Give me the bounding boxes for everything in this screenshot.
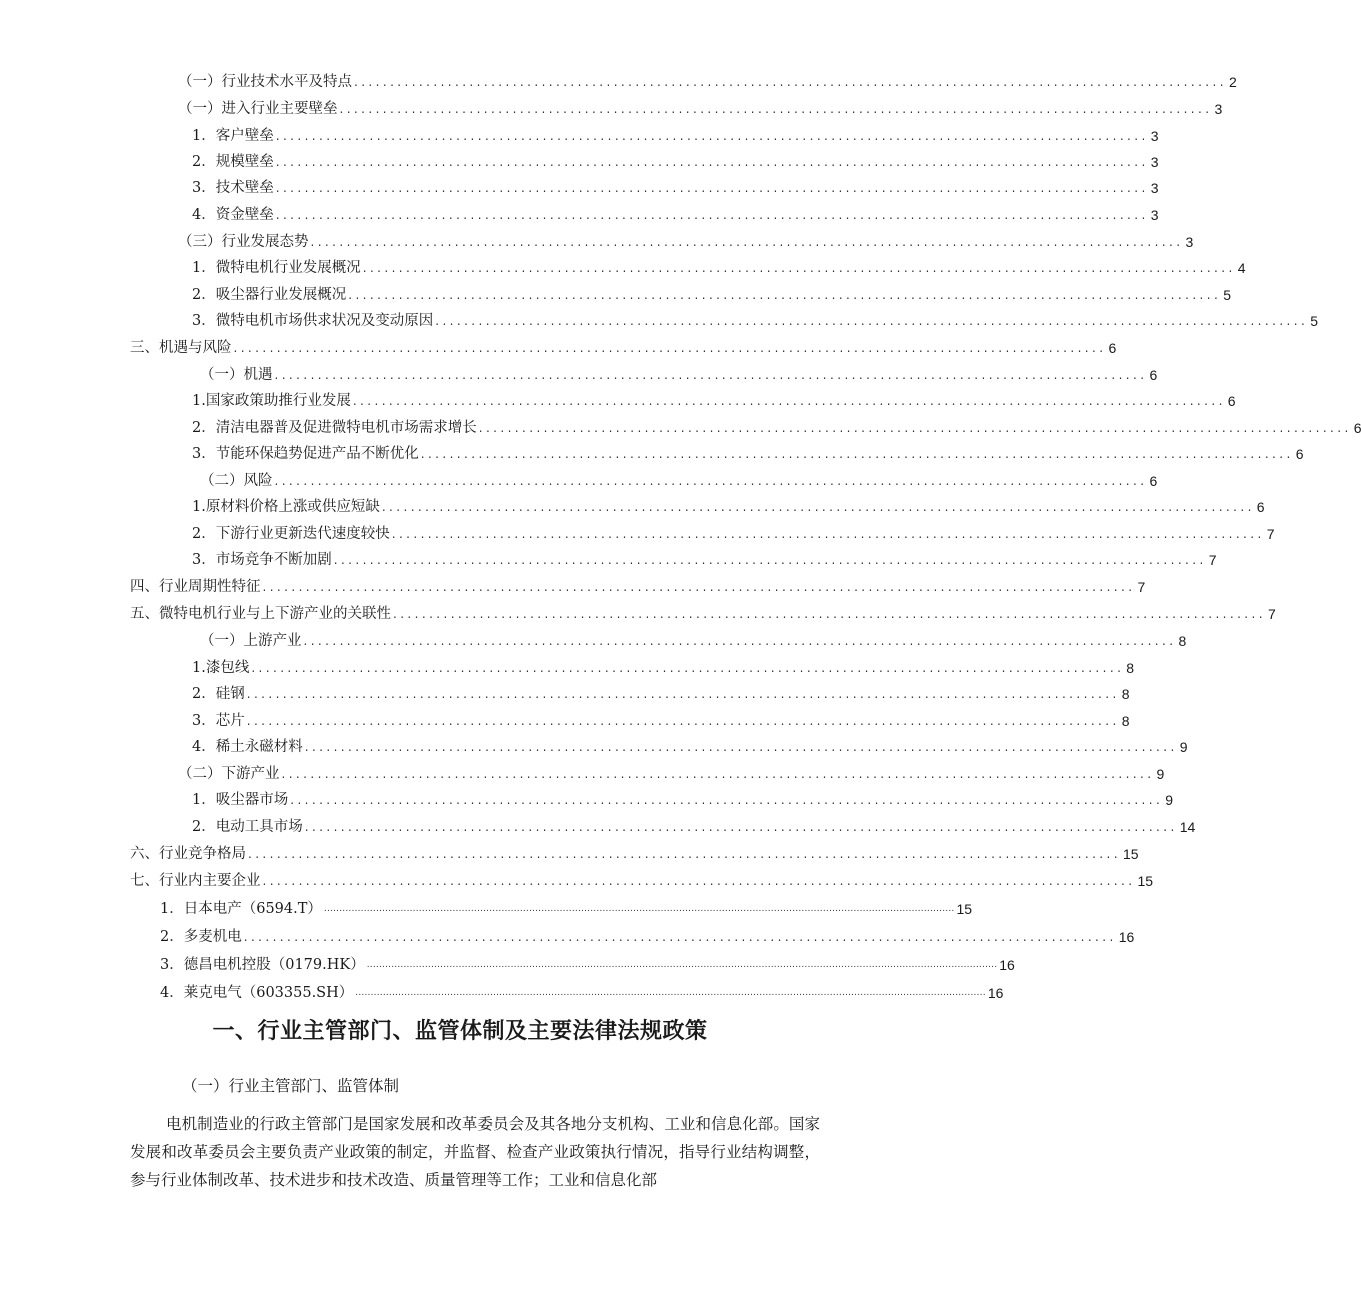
toc-leader-dots: ......................................................................................................................... — [435, 314, 1309, 328]
toc-entry-label: 4．莱克电气（603355.SH） — [160, 985, 354, 1001]
toc-entry-label: 2．硅钢 — [192, 686, 245, 702]
toc-page-number: 16 — [999, 957, 1015, 973]
toc-entry-label: 1．客户壁垒 — [192, 128, 274, 144]
toc-page-number: 7 — [1267, 606, 1276, 622]
toc-entry[interactable] — [192, 152, 1159, 172]
toc-entry-label: 六、行业竞争格局 — [130, 846, 246, 862]
toc-page-number: 6 — [1149, 473, 1158, 489]
toc-entry[interactable] — [192, 391, 1236, 411]
toc-entry[interactable] — [178, 232, 1194, 252]
toc-entry[interactable] — [192, 524, 1275, 544]
toc-entry[interactable] — [160, 983, 1004, 1003]
toc-page-number: 9 — [1179, 739, 1188, 755]
toc-leader-dots: ......................................................................................................................... — [354, 75, 1227, 89]
toc-leader-dots: ......................................................................................................................... — [233, 341, 1107, 355]
toc-leader-dots: ......................................................................................................................... — [348, 288, 1222, 302]
toc-entry-label: （二）风险 — [200, 473, 273, 489]
toc-leader-dots: ......................................................................................................................... — [339, 102, 1213, 116]
toc-leader-dots: ......................................................................................................................... — [391, 527, 1265, 541]
toc-page-number: 6 — [1353, 420, 1361, 436]
toc-page-number: 8 — [1121, 713, 1130, 729]
toc-page-number: 3 — [1150, 180, 1159, 196]
toc-page-number: 5 — [1310, 313, 1318, 329]
toc-entry[interactable] — [192, 205, 1159, 225]
toc-page-number: 8 — [1178, 633, 1187, 649]
toc-leader-dots: ......................................................................................................................... — [290, 793, 1164, 807]
toc-leader-dots: ......................................................................................................................... — [262, 874, 1136, 888]
toc-entry[interactable] — [192, 658, 1135, 678]
toc-page-number: 6 — [1295, 446, 1304, 462]
toc-leader-dots: ......................................................................................................................... — [248, 847, 1121, 861]
toc-entry-label: 4．资金壁垒 — [192, 207, 274, 223]
body-paragraph: 电机制造业的行政主管部门是国家发展和改革委员会及其各地分支机构、工业和信息化部。国家发展和改革委员会主要负责产业政策的制定，并监督、检查产业政策执行情况，指导行业结构调整，参与行业体制改革、技术进步和技术改造、质量管理等工作；工业和信息化部 — [130, 1115, 820, 1189]
toc-entry-label: 3．芯片 — [192, 713, 245, 729]
toc-entry-label: 4．稀土永磁材料 — [192, 739, 303, 755]
toc-entry-label: 3．德昌电机控股（0179.HK） — [160, 957, 365, 973]
toc-page-number: 16 — [987, 985, 1004, 1001]
toc-leader-dots: ......................................................................................................................... — [420, 447, 1294, 461]
toc-leader-dots: ......................................................................................................................... — [478, 421, 1352, 435]
toc-leader-dots: ......................................................................................................................... — [251, 661, 1125, 675]
toc-entry[interactable] — [130, 604, 1276, 624]
toc-entry-label: 七、行业内主要企业 — [130, 873, 261, 889]
toc-entry-label: （三）行业发展态势 — [178, 234, 309, 250]
toc-leader-dots: .............................................................................................................................................................................................................. — [355, 988, 986, 998]
toc-entry-label: 2．清洁电器普及促进微特电机市场需求增长 — [192, 420, 477, 436]
toc-entry[interactable] — [192, 258, 1246, 278]
toc-entry[interactable] — [192, 711, 1130, 731]
toc-page-number: 3 — [1150, 207, 1159, 223]
toc-entry[interactable] — [130, 871, 1154, 891]
toc-leader-dots: ......................................................................................................................... — [362, 261, 1236, 275]
toc-leader-dots: ......................................................................................................................... — [246, 714, 1120, 728]
toc-leader-dots: ......................................................................................................................... — [274, 474, 1148, 488]
toc-leader-dots: ......................................................................................................................... — [393, 607, 1266, 621]
toc-page-number: 7 — [1208, 552, 1217, 568]
toc-page-number: 14 — [1179, 819, 1196, 835]
toc-page-number: 6 — [1108, 340, 1117, 356]
subsection-heading: （一）行业主管部门、监管体制 — [182, 1077, 400, 1095]
toc-entry[interactable] — [178, 72, 1237, 92]
toc-entry[interactable] — [130, 338, 1117, 358]
toc-leader-dots: ......................................................................................................................... — [304, 740, 1178, 754]
toc-leader-dots: ......................................................................................................................... — [303, 634, 1177, 648]
toc-page-number: 2 — [1228, 74, 1237, 90]
toc-page-number: 3 — [1214, 101, 1223, 117]
toc-page-number: 9 — [1165, 792, 1173, 808]
toc-page-number: 15 — [956, 901, 973, 917]
toc-page-number: 7 — [1266, 526, 1275, 542]
toc-entry[interactable] — [200, 365, 1158, 385]
toc-page-number: 5 — [1223, 287, 1231, 303]
toc-page-number: 9 — [1156, 766, 1165, 782]
toc-page-number: 7 — [1137, 579, 1146, 595]
toc-leader-dots: .............................................................................................................................................................................................................. — [323, 904, 955, 914]
toc-entry[interactable] — [192, 418, 1361, 438]
toc-entry-label: 1.漆包线 — [192, 660, 250, 676]
toc-page-number: 6 — [1227, 393, 1236, 409]
toc-entry[interactable] — [200, 471, 1158, 491]
toc-page-number: 15 — [1137, 873, 1154, 889]
toc-entry-label: 三、机遇与风险 — [130, 340, 232, 356]
toc-entry[interactable] — [130, 844, 1139, 864]
toc-leader-dots: ......................................................................................................................... — [310, 235, 1184, 249]
toc-entry-label: 3．市场竞争不断加剧 — [192, 552, 332, 568]
toc-leader-dots: ......................................................................................................................... — [352, 394, 1226, 408]
toc-entry-label: （二）下游产业 — [178, 766, 280, 782]
toc-leader-dots: ......................................................................................................................... — [333, 553, 1207, 567]
toc-page-number: 8 — [1121, 686, 1130, 702]
toc-entry-label: 3．技术壁垒 — [192, 180, 274, 196]
toc-entry-label: （一）进入行业主要壁垒 — [178, 101, 338, 117]
toc-page-number: 3 — [1185, 234, 1194, 250]
toc-page-number: 6 — [1149, 367, 1158, 383]
toc-leader-dots: ......................................................................................................................... — [304, 820, 1178, 834]
toc-entry[interactable] — [178, 99, 1223, 119]
toc-entry[interactable] — [200, 631, 1187, 651]
toc-entry[interactable] — [192, 684, 1130, 704]
toc-entry[interactable] — [192, 817, 1196, 837]
toc-entry-label: （一）上游产业 — [200, 633, 302, 649]
toc-entry-label: 1.原材料价格上涨或供应短缺 — [192, 499, 380, 515]
toc-leader-dots: ......................................................................................................................... — [262, 580, 1136, 594]
toc-page-number: 8 — [1126, 660, 1135, 676]
toc-entry[interactable] — [160, 927, 1135, 947]
toc-entry[interactable] — [192, 285, 1231, 305]
toc-leader-dots: ......................................................................................................................... — [243, 930, 1117, 944]
toc-leader-dots: ......................................................................................................................... — [275, 129, 1149, 143]
toc-leader-dots: ......................................................................................................................... — [275, 155, 1149, 169]
toc-leader-dots: .............................................................................................................................................................................................................. — [366, 960, 998, 970]
toc-entry[interactable] — [192, 497, 1265, 517]
toc-entry-label: 2．规模壁垒 — [192, 154, 274, 170]
toc-leader-dots: ......................................................................................................................... — [275, 208, 1149, 222]
section-heading: 一、行业主管部门、监管体制及主要法律法规政策 — [212, 1019, 708, 1044]
toc-entry-label: 2．多麦机电 — [160, 929, 242, 945]
toc-entry-label: 1．微特电机行业发展概况 — [192, 260, 361, 276]
toc-entry-label: 3．节能环保趋势促进产品不断优化 — [192, 446, 419, 462]
toc-page-number: 16 — [1118, 929, 1135, 945]
toc-entry[interactable] — [192, 737, 1188, 757]
toc-page-number: 4 — [1237, 260, 1246, 276]
toc-leader-dots: ......................................................................................................................... — [281, 767, 1155, 781]
toc-entry[interactable] — [160, 899, 973, 919]
toc-entry[interactable] — [192, 550, 1217, 570]
toc-page-number: 3 — [1150, 128, 1159, 144]
toc-entry[interactable] — [192, 178, 1159, 198]
toc-page-number: 6 — [1256, 499, 1265, 515]
toc-leader-dots: ......................................................................................................................... — [381, 500, 1255, 514]
toc-leader-dots: ......................................................................................................................... — [274, 368, 1148, 382]
toc-entry-label: 2．吸尘器行业发展概况 — [192, 287, 347, 303]
toc-leader-dots: ......................................................................................................................... — [246, 687, 1120, 701]
toc-entry-label: 1.国家政策助推行业发展 — [192, 393, 351, 409]
toc-entry-label: 五、微特电机行业与上下游产业的关联性 — [130, 606, 391, 622]
toc-entry-label: 四、行业周期性特征 — [130, 579, 261, 595]
toc-entry[interactable] — [192, 311, 1318, 331]
toc-entry[interactable] — [130, 577, 1146, 597]
toc-entry[interactable] — [160, 955, 1015, 975]
toc-entry-label: 1．吸尘器市场 — [192, 792, 289, 808]
toc-entry-label: 3．微特电机市场供求状况及变动原因 — [192, 313, 434, 329]
toc-entry[interactable] — [192, 126, 1159, 146]
toc-entry-label: 2．下游行业更新迭代速度较快 — [192, 526, 390, 542]
toc-entry[interactable] — [192, 444, 1304, 464]
toc-page-number: 3 — [1150, 154, 1159, 170]
toc-entry[interactable] — [178, 764, 1165, 784]
toc-entry[interactable] — [192, 790, 1173, 810]
toc-page-number: 15 — [1122, 846, 1139, 862]
toc-entry-label: （一）行业技术水平及特点 — [178, 74, 352, 90]
toc-leader-dots: ......................................................................................................................... — [275, 181, 1149, 195]
toc-entry-label: （一）机遇 — [200, 367, 273, 383]
toc-entry-label: 2．电动工具市场 — [192, 819, 303, 835]
toc-entry-label: 1．日本电产（6594.T） — [160, 901, 322, 917]
